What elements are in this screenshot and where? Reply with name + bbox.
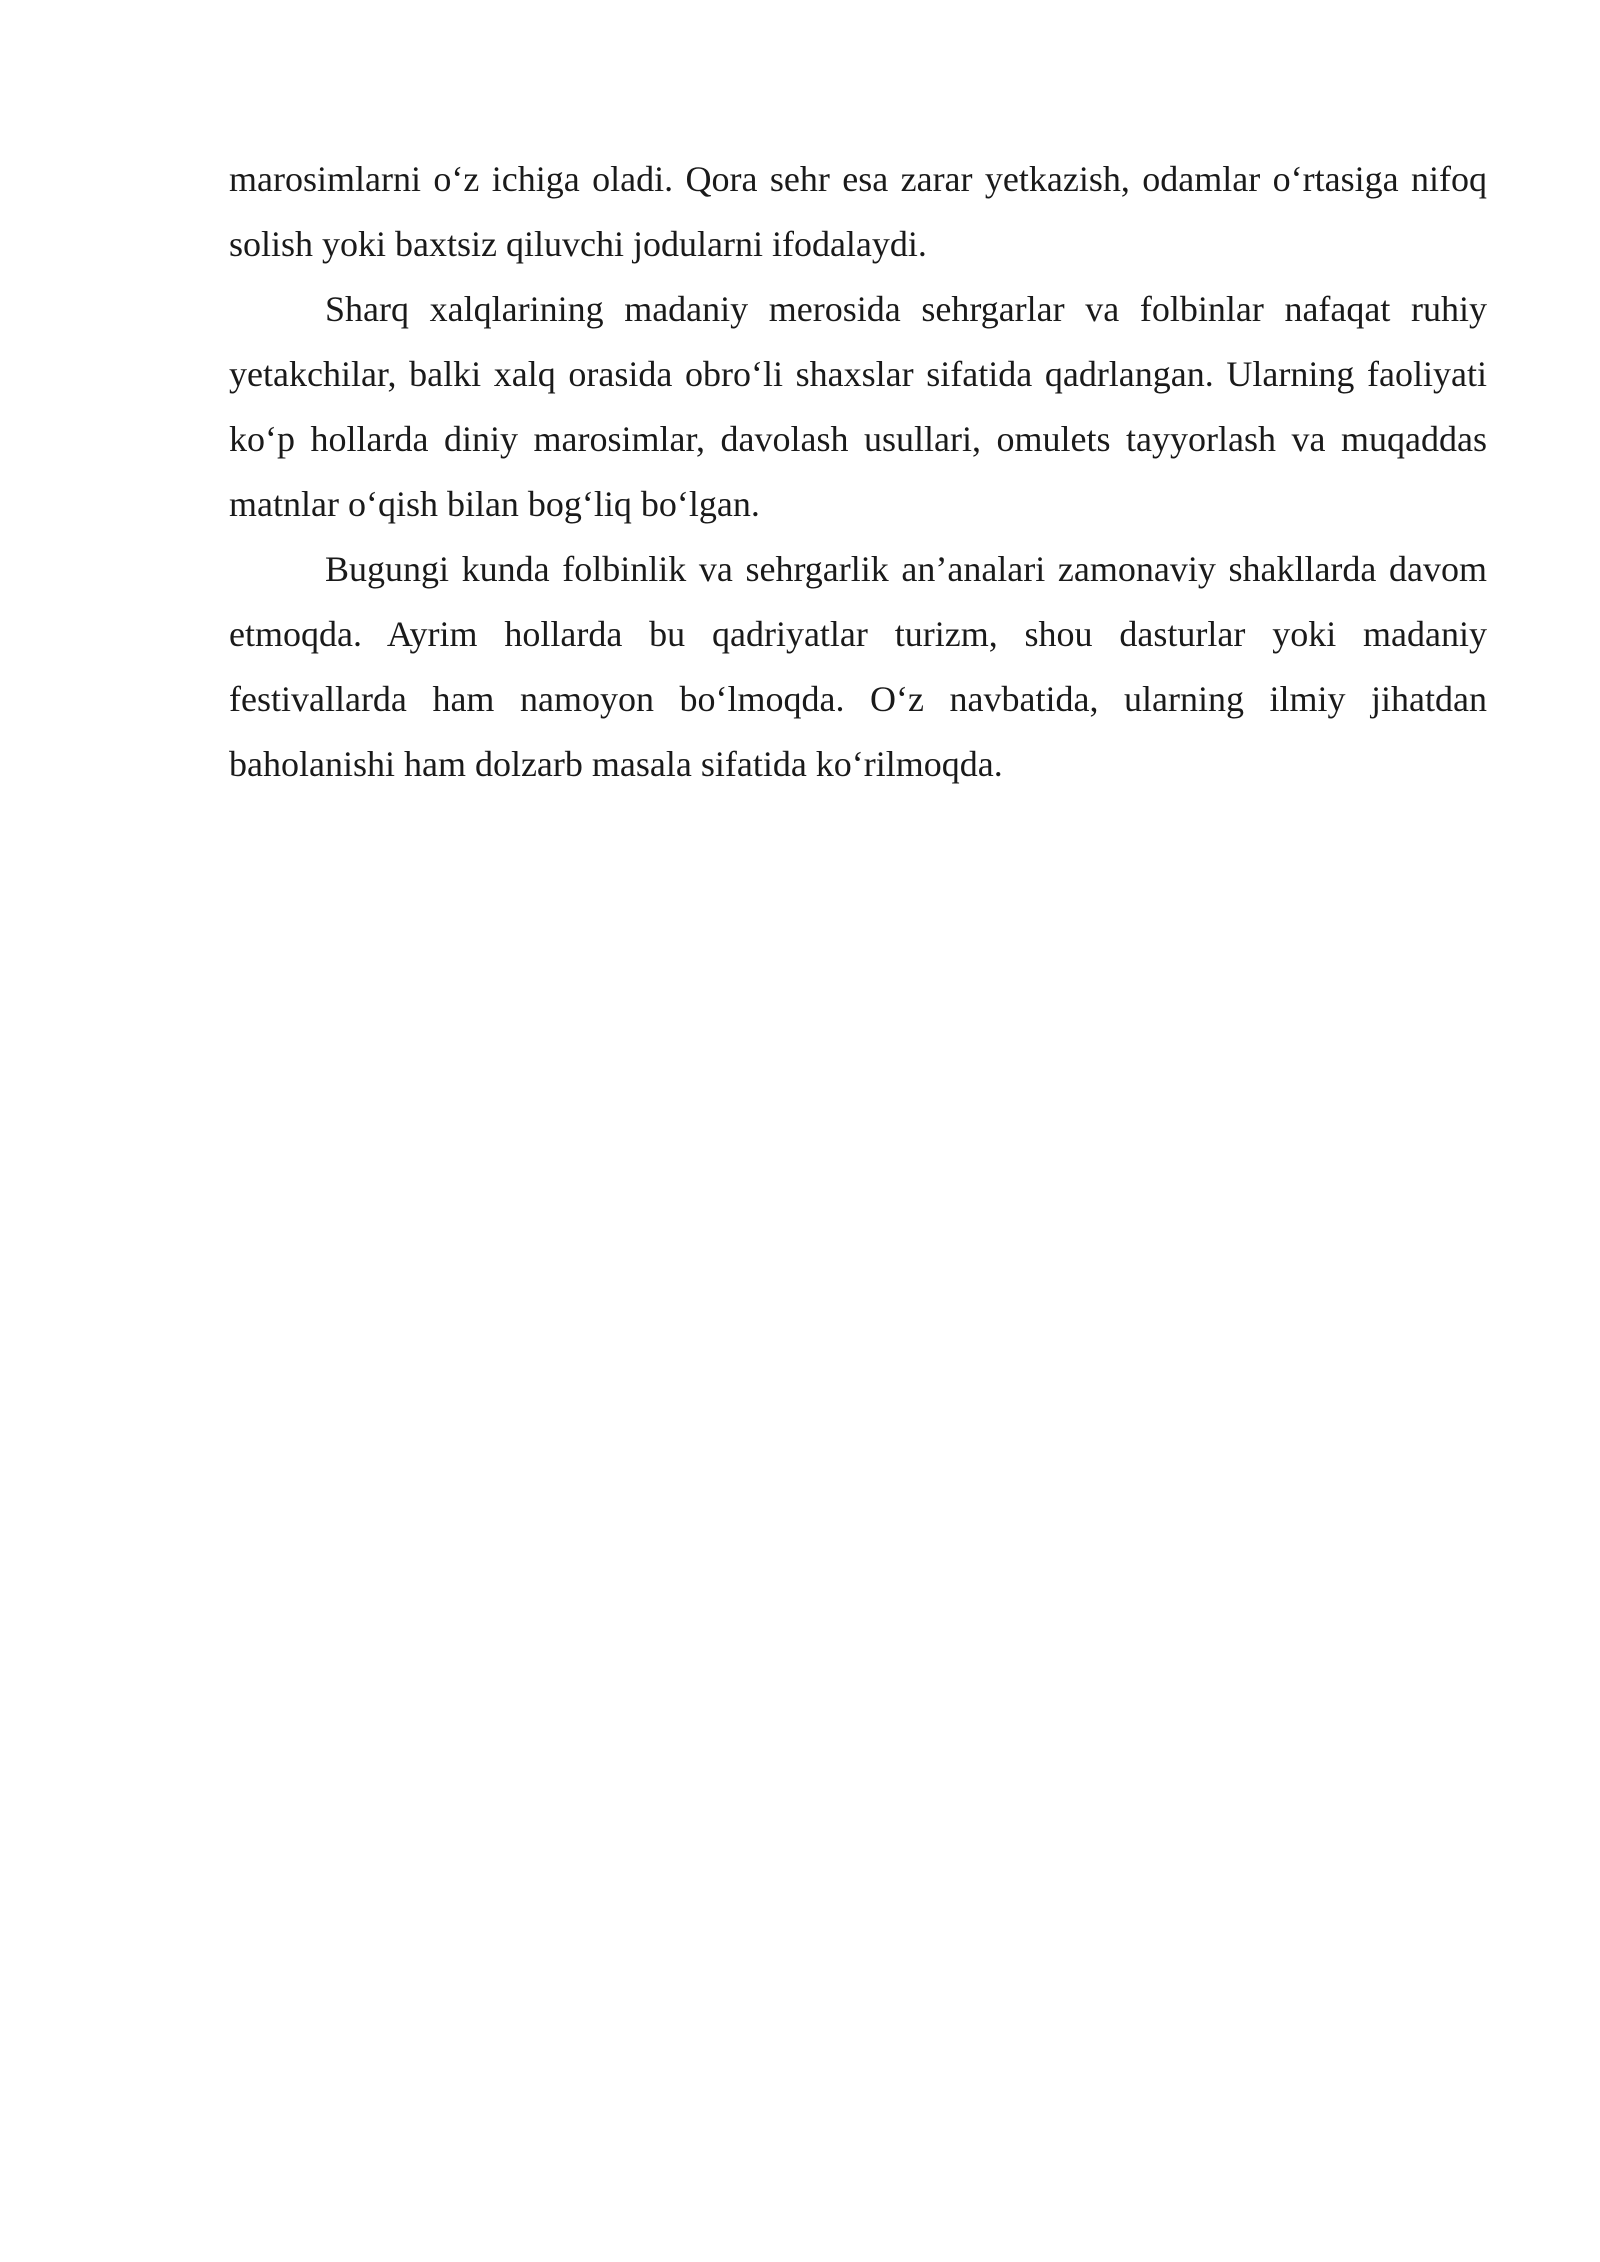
document-body	[229, 147, 1487, 797]
paragraph-1: marosimlarni o‘z ichiga oladi. Qora sehr esa zarar yetkazish, odamlar o‘rtasiga nifoq solish yoki baxtsiz qiluvchi jodularni ifodalaydi.	[229, 159, 1487, 264]
paragraph-2: Sharq xalqlarining madaniy merosida sehrgarlar va folbinlar nafaqat ruhiy yetakchilar, balki xalq orasida obro‘li shaxslar sifatida qadrlangan. Ularning faoliyati ko‘p hollarda diniy marosimlar, davolash usullari, omulets tayyorlash va muqaddas matnlar o‘qish bilan bog‘liq bo‘lgan.	[229, 289, 1487, 524]
paragraph-3: Bugungi kunda folbinlik va sehrgarlik an’analari zamonaviy shakllarda davom etmoqda. Ayrim hollarda bu qadriyatlar turizm, shou dasturlar yoki madaniy festivallarda ham namoyon bo‘lmoqda. O‘z navbatida, ularning ilmiy jihatdan baholanishi ham dolzarb masala sifatida ko‘rilmoqda.	[229, 549, 1487, 784]
